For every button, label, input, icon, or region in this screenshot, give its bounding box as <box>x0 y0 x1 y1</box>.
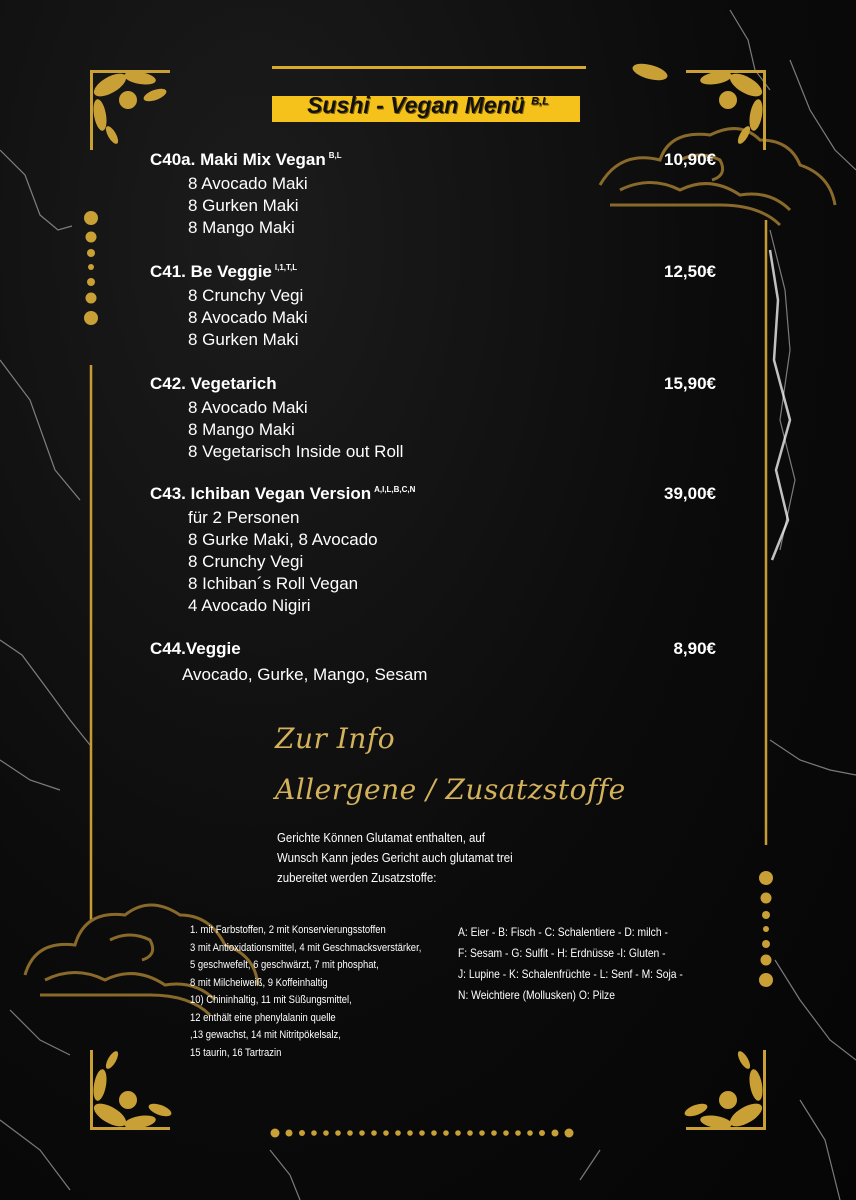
title-top-line <box>272 66 586 69</box>
item-content-line: 8 Gurken Maki <box>188 196 299 215</box>
additive-line: 12 enthält eine phenylalanin quelle <box>190 1011 336 1024</box>
item-contents <box>188 397 403 463</box>
additive-line: 3 mit Antioxidationsmittel, 4 mit Geschmacksverstärker, <box>190 941 422 954</box>
item-content-line: 8 Ichiban´s Roll Vegan <box>188 574 359 593</box>
gold-dot-column-right <box>759 871 773 987</box>
gold-dot-row-bottom <box>271 1129 574 1138</box>
floral-corner-top-left <box>90 69 170 150</box>
info-line: Wunsch Kann jedes Gericht auch glutamat trei <box>277 850 513 865</box>
item-content-line: 8 Gurke Maki, 8 Avocado <box>188 530 378 549</box>
allergens-list <box>458 922 683 1006</box>
floral-corner-top-right <box>631 61 766 150</box>
allergen-line: J: Lupine - K: Schalenfrüchte - L: Senf - M: Soja - <box>458 967 683 981</box>
additive-line: 5 geschwefelt, 6 geschwärzt, 7 mit phosphat, <box>190 959 379 971</box>
allergens-heading: Allergene / Zusatzstoffe <box>275 773 626 806</box>
additive-line: ,13 gewachst, 14 mit Nitritpökelsalz, <box>190 1029 341 1041</box>
floral-corner-bottom-right <box>683 1049 766 1131</box>
item-contents <box>182 664 427 686</box>
additive-line: 10) Chininhaltig, 11 mit Süßungsmittel, <box>190 994 352 1006</box>
floral-corner-bottom-left <box>90 1049 173 1131</box>
item-name <box>150 639 244 659</box>
item-name <box>150 150 342 170</box>
additive-line: 8 mit Milcheiweiß, 9 Koffeinhaltig <box>190 976 328 989</box>
item-price: 10,90€ <box>664 150 716 169</box>
item-content-line: 4 Avocado Nigiri <box>188 596 311 615</box>
item-content-line: 8 Gurken Maki <box>188 330 299 349</box>
info-line: zubereitet werden Zusatzstoffe: <box>277 870 437 885</box>
info-line: Gerichte Können Glutamat enthalten, auf <box>277 830 485 845</box>
additive-line: 15 taurin, 16 Tartrazin <box>190 1046 282 1059</box>
info-heading: Zur Info <box>275 722 396 755</box>
additives-list <box>190 922 421 1062</box>
item-contents <box>188 285 308 351</box>
allergen-line: F: Sesam - G: Sulfit - H: Erdnüsse -I: Gluten - <box>458 946 666 960</box>
gold-dot-column-left <box>84 211 98 325</box>
title-label: Sushi - Vegan Menü <box>307 92 525 118</box>
item-content-line: für 2 Personen <box>188 508 300 527</box>
item-name <box>150 262 297 282</box>
item-title: C44.Veggie <box>150 639 241 658</box>
item-content-line: Avocado, Gurke, Mango, Sesam <box>182 665 428 684</box>
item-allergen-codes: I,1,T,L <box>274 263 298 273</box>
item-title: C40a. Maki Mix Vegan <box>150 150 326 169</box>
item-content-line: 8 Mango Maki <box>188 218 295 237</box>
item-title: C43. Ichiban Vegan Version <box>150 484 372 503</box>
item-allergen-codes: B,L <box>328 151 342 161</box>
item-title: C41. Be Veggie <box>150 262 272 281</box>
cloud-swirl-top-right <box>600 129 835 225</box>
item-price: 8,90€ <box>673 639 716 658</box>
item-price: 12,50€ <box>664 262 716 281</box>
item-content-line: 8 Avocado Maki <box>188 398 308 417</box>
item-allergen-codes: A,I,L,B,C,N <box>374 485 416 495</box>
item-contents <box>188 507 378 617</box>
additive-line: 1. mit Farbstoffen, 2 mit Konservierungsstoffen <box>190 924 386 936</box>
item-content-line: 8 Crunchy Vegi <box>188 286 304 305</box>
item-contents <box>188 173 308 239</box>
item-title: C42. Vegetarich <box>150 374 277 393</box>
item-content-line: 8 Avocado Maki <box>188 174 308 193</box>
item-price: 39,00€ <box>664 484 716 503</box>
allergen-line: N: Weichtiere (Mollusken) O: Pilze <box>458 988 615 1002</box>
glutamat-info <box>277 828 541 888</box>
item-price: 15,90€ <box>664 374 716 393</box>
item-name <box>150 374 280 394</box>
item-content-line: 8 Mango Maki <box>188 420 295 439</box>
title-allergen-codes: B,L <box>531 95 549 108</box>
item-name <box>150 484 415 504</box>
item-content-line: 8 Vegetarisch Inside out Roll <box>188 442 404 461</box>
item-content-line: 8 Avocado Maki <box>188 308 308 327</box>
item-content-line: 8 Crunchy Vegi <box>188 552 304 571</box>
allergen-line: A: Eier - B: Fisch - C: Schalentiere - D: milch - <box>458 925 668 939</box>
menu-title <box>272 66 586 128</box>
title-text <box>278 92 578 119</box>
